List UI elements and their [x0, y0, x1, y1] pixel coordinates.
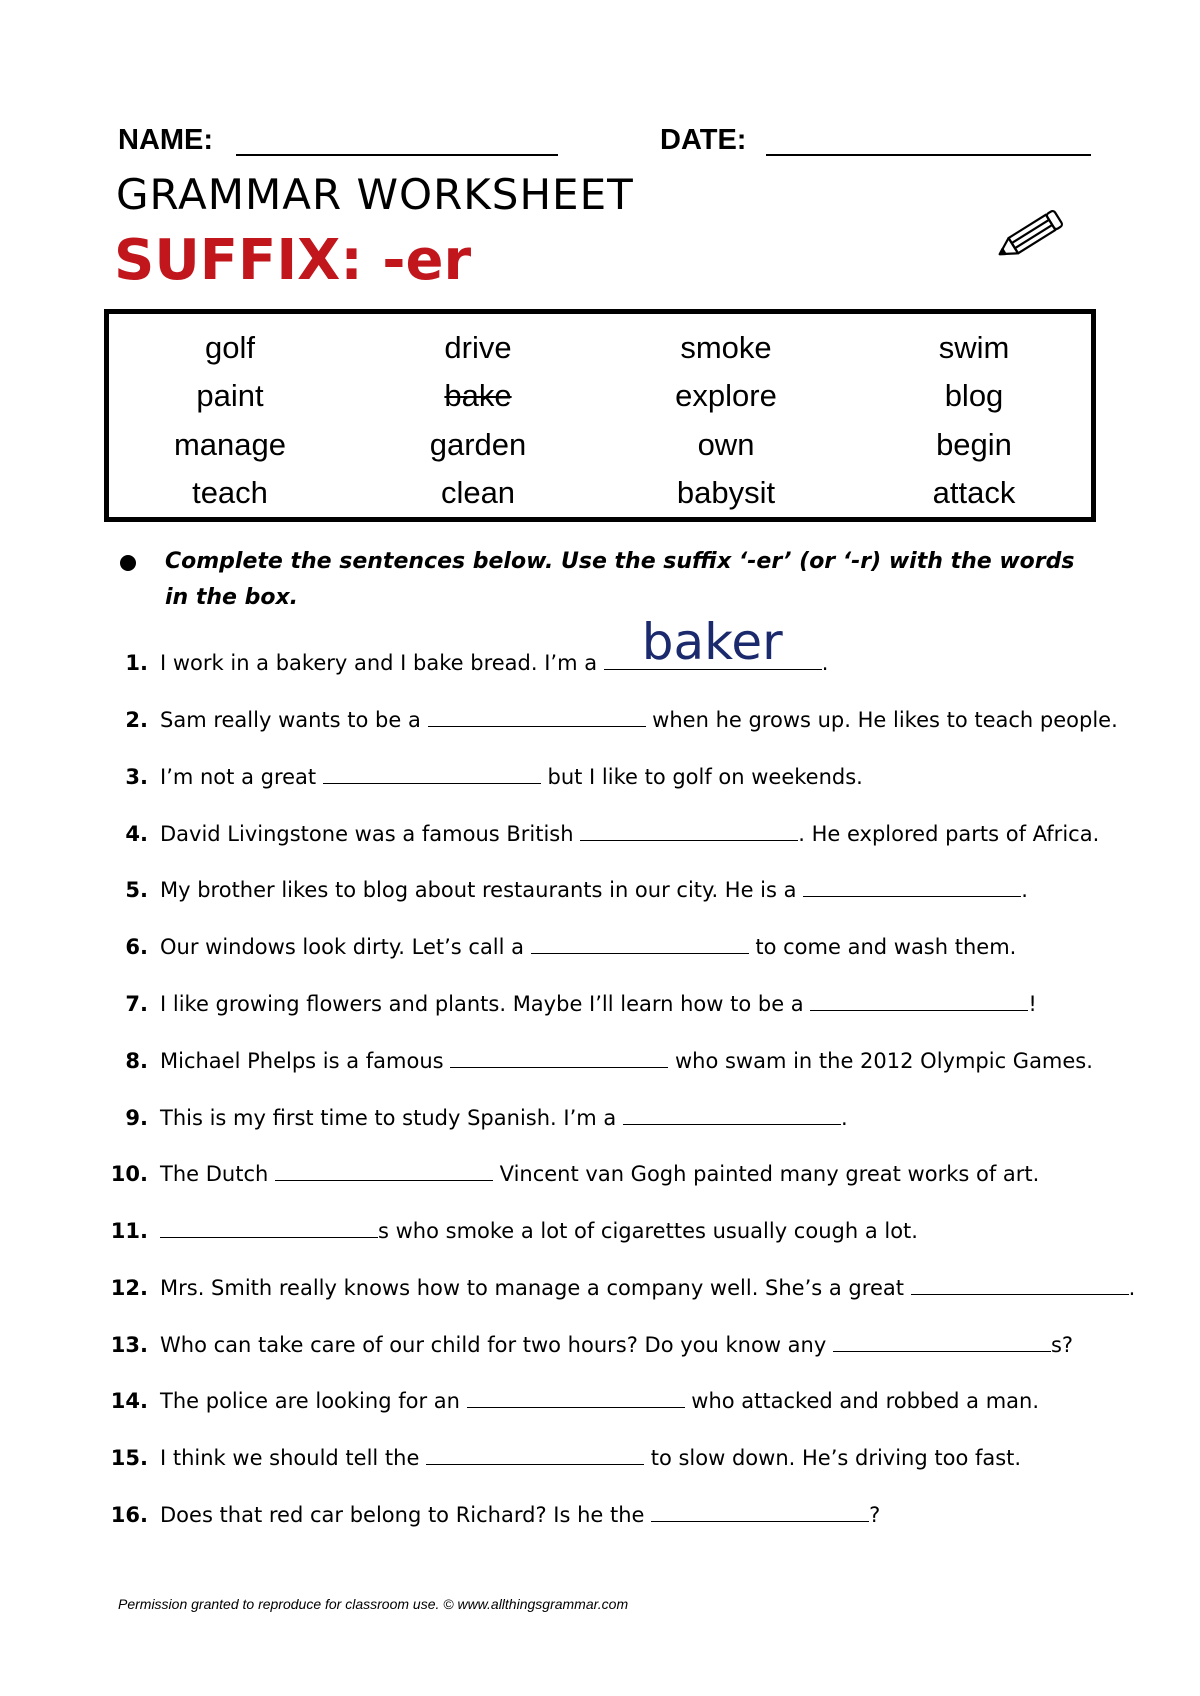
question-number: 13. [110, 1333, 148, 1357]
question-text-before: The Dutch [160, 1162, 275, 1186]
answer-blank[interactable] [531, 931, 749, 954]
question-number: 1. [125, 651, 148, 675]
question-text-before: I work in a bakery and I bake bread. I’m a [160, 651, 604, 675]
question-item [110, 1499, 880, 1527]
question-item [110, 761, 863, 789]
question-number: 9. [125, 1106, 148, 1130]
word-item: begin [936, 427, 1012, 462]
question-item [110, 1442, 1021, 1470]
question-text-before: I’m not a great [160, 765, 323, 789]
word-item: explore [675, 378, 777, 413]
word-item: blog [944, 378, 1004, 413]
word-item: swim [938, 330, 1010, 365]
word-item: own [697, 427, 755, 462]
answer-blank[interactable] [580, 818, 798, 841]
question-text-before: Michael Phelps is a famous [160, 1049, 451, 1073]
question-number: 14. [110, 1389, 148, 1413]
question-text-before: I like growing flowers and plants. Maybe I’ll learn how to be a [160, 992, 811, 1016]
question-text-after: who attacked and robbed a man. [684, 1389, 1040, 1413]
answer-blank[interactable] [467, 1385, 685, 1408]
word-item: garden [429, 427, 527, 462]
footer-note: Permission granted to reproduce for classroom use. © www.allthingsgrammar.com [118, 1596, 629, 1612]
word-item: paint [196, 378, 264, 413]
word-item: clean [440, 475, 516, 510]
question-number: 12. [110, 1276, 148, 1300]
answer-blank[interactable] [623, 1102, 841, 1125]
question-text-before: Who can take care of our child for two hours? Do you know any [160, 1333, 833, 1357]
question-item [110, 874, 1028, 902]
word-item: manage [173, 427, 287, 462]
pencil-icon [990, 198, 1074, 270]
question-number: 6. [125, 935, 148, 959]
answer-blank[interactable] [428, 704, 646, 727]
question-text-after: s who smoke a lot of cigarettes usually cough a lot. [378, 1219, 918, 1243]
word-item: smoke [680, 330, 772, 365]
question-item [110, 931, 1016, 959]
question-item [110, 1158, 1039, 1186]
question-number: 15. [110, 1446, 148, 1470]
answer-blank[interactable] [604, 613, 822, 671]
word-item: babysit [676, 475, 776, 510]
answer-blank[interactable] [160, 1215, 378, 1238]
question-item [110, 988, 1037, 1016]
instructions: Complete the sentences below. Use the suffix ‘-er’ (or ‘-r) with the words in the box. [165, 549, 1075, 610]
date-field[interactable] [766, 124, 1091, 156]
name-label: NAME: [118, 124, 214, 156]
question-item [110, 704, 1118, 732]
question-text-before: Our windows look dirty. Let’s call a [160, 935, 531, 959]
question-number: 2. [125, 708, 148, 732]
question-item [110, 1329, 1073, 1357]
question-number: 8. [125, 1049, 148, 1073]
question-text-before: I think we should tell the [160, 1446, 427, 1470]
word-item: attack [932, 475, 1016, 510]
question-item [110, 613, 829, 675]
question-number: 10. [110, 1162, 148, 1186]
question-text-before: The police are looking for an [160, 1389, 467, 1413]
question-number: 5. [125, 878, 148, 902]
question-text-after: . [840, 1106, 848, 1130]
question-number: 3. [125, 765, 148, 789]
question-item [110, 1045, 1093, 1073]
date-label: DATE: [660, 124, 747, 156]
answer-blank[interactable] [275, 1158, 493, 1181]
question-text-after: when he grows up. He likes to teach people. [645, 708, 1118, 732]
answer-blank[interactable] [450, 1045, 668, 1068]
question-text-before: Sam really wants to be a [160, 708, 428, 732]
word-item: teach [192, 475, 268, 510]
question-number: 4. [125, 822, 148, 846]
question-text-before: Does that red car belong to Richard? Is he the [160, 1503, 652, 1527]
question-item [110, 1272, 1135, 1300]
word-item: golf [205, 330, 255, 365]
question-text-before: David Livingstone was a famous British [160, 822, 581, 846]
question-text-after: to slow down. He’s driving too fast. [644, 1446, 1022, 1470]
question-text-after: to come and wash them. [748, 935, 1017, 959]
question-number: 7. [125, 992, 148, 1016]
question-item [110, 1215, 918, 1243]
question-text-after: who swam in the 2012 Olympic Games. [668, 1049, 1093, 1073]
question-text-after: but I like to golf on weekends. [540, 765, 863, 789]
question-text-before: This is my first time to study Spanish. I’m a [160, 1106, 623, 1130]
answer-blank[interactable] [803, 874, 1021, 897]
question-text-before: Mrs. Smith really knows how to manage a company well. She’s a great [160, 1276, 911, 1300]
question-text-after: . [821, 651, 829, 675]
worksheet-subtitle: SUFFIX: -er [114, 228, 472, 293]
handwritten-answer: baker [641, 613, 783, 671]
word-item: bake [444, 378, 512, 413]
question-text-after: ! [1028, 992, 1037, 1016]
answer-blank[interactable] [810, 988, 1028, 1011]
question-item [110, 1385, 1039, 1413]
question-text-after: Vincent van Gogh painted many great works of art. [492, 1162, 1040, 1186]
word-item: drive [444, 330, 512, 365]
question-text-after: s? [1050, 1333, 1074, 1357]
question-text-after: . [1128, 1276, 1136, 1300]
question-number: 16. [110, 1503, 148, 1527]
worksheet-title: GRAMMAR WORKSHEET [116, 170, 634, 219]
question-number: 11. [110, 1219, 148, 1243]
answer-blank[interactable] [426, 1442, 644, 1465]
question-text-after: ? [869, 1503, 881, 1527]
bullet-icon [120, 555, 136, 571]
question-item [110, 1102, 848, 1130]
question-text-after: . He explored parts of Africa. [798, 822, 1100, 846]
question-text-after: . [1021, 878, 1028, 902]
question-text-before: My brother likes to blog about restaurants in our city. He is a [160, 878, 804, 902]
answer-blank[interactable] [911, 1272, 1129, 1295]
answer-blank[interactable] [833, 1329, 1051, 1352]
answer-blank[interactable] [323, 761, 541, 784]
answer-blank[interactable] [651, 1499, 869, 1522]
question-item [110, 818, 1099, 846]
name-field[interactable] [236, 124, 558, 156]
